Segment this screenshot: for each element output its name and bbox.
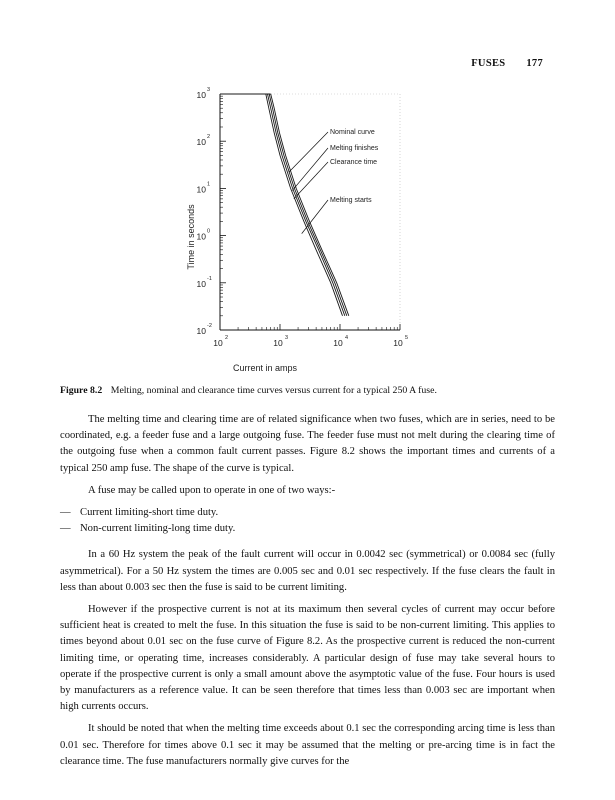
fuse-time-current-chart <box>150 82 420 377</box>
paragraph: It should be noted that when the melting time exceeds about 0.1 sec the corresponding arcing time is less than 0.01 sec. Therefore for times above 0.1 sec it may be assumed that the melting or pre-arcing time is in fact the clearance time. The fuse manufacturers normally give curves for the <box>60 723 555 767</box>
curve-melting-starts <box>266 94 343 316</box>
figure-caption <box>60 385 560 396</box>
y-tick-label: 10 <box>196 231 206 242</box>
annotation-leader <box>294 162 328 199</box>
x-tick-exponent: 3 <box>285 335 289 341</box>
y-tick-exponent: -2 <box>207 323 212 329</box>
figure-caption-text: Melting, nominal and clearance time curves versus current for a typical 250 A fuse. <box>110 385 437 396</box>
chart-curves <box>220 94 349 316</box>
x-tick-exponent: 4 <box>345 335 349 341</box>
paragraph: The melting time and clearing time are of related significance when two fuses, which are in series, need to be coordinated, e.g. a feeder fuse and a large outgoing fuse. The feeder fuse must not melt during the clearing time of the outgoing fuse when a common fault current passes. Figure 8.2 shows the important times and currents of a typical 250 amp fuse. The shape of the curve is typical. <box>60 414 555 474</box>
x-tick-label: 10 <box>273 338 283 348</box>
paragraph: In a 60 Hz system the peak of the fault current will occur in 0.0042 sec (symmetrical) or 0.0084 sec (fully asymmetrical). For a 50 Hz system the times are 0.005 sec and 0.01 sec respectively. If the fuse clears the fault in less than about 0.003 sec then the fuse is said to be current limiting. <box>60 549 555 593</box>
annotation-label: Melting finishes <box>330 145 379 152</box>
x-tick-label: 10 <box>213 338 223 348</box>
running-title: FUSES <box>471 58 506 69</box>
figure-label: Figure 8.2 <box>60 385 103 396</box>
page-number: 177 <box>526 58 543 69</box>
x-tick-exponent: 2 <box>225 335 229 341</box>
annotation-label: Clearance time <box>330 159 378 166</box>
paragraph: A fuse may be called upon to operate in one of two ways:- <box>88 484 336 496</box>
y-tick-exponent: 0 <box>207 228 211 235</box>
list-item: — Current limiting-short time duty. <box>60 507 219 519</box>
x-tick-label: 10 <box>393 338 403 348</box>
y-tick-label: 10 <box>196 137 206 148</box>
y-tick-label: 10 <box>196 184 206 195</box>
curve-nominal-curve <box>268 94 345 316</box>
x-tick-label: 10 <box>333 338 343 348</box>
y-axis-label: Time in seconds <box>186 204 196 270</box>
body-text <box>60 412 555 776</box>
paragraph: However if the prospective current is not at its maximum then several cycles of current may occur before sufficient heat is created to melt the fuse. In this situation the fuse is said to be non-current limiting. This applies to times beyond about 0.01 sec on the fuse curve of Figure 8.2. As the prospective current is reduced the non-current limiting time, or operating time, increases considerably. A particular design of fuse may take several hours to operate if the prospective current is only a small amount above the asymptotic value of the fuse. Four hours is used by manufacturers as a reference value. It can be seen therefore that times less than 0.003 sec are important when high currents occurs. <box>60 604 555 713</box>
curve-melting-finishes <box>269 94 347 316</box>
y-tick-label: 10 <box>196 326 206 336</box>
annotation-label: Nominal curve <box>330 129 375 136</box>
y-tick-label: 10 <box>196 278 206 289</box>
list-item: — Non-current limiting-long time duty. <box>60 523 236 535</box>
operation-modes-list <box>60 505 555 537</box>
annotation-leader <box>292 148 328 191</box>
y-tick-exponent: 1 <box>207 181 211 188</box>
y-tick-label: 10 <box>196 90 206 100</box>
x-tick-exponent: 5 <box>405 335 409 341</box>
y-tick-exponent: 3 <box>207 87 211 93</box>
y-tick-exponent: -1 <box>207 275 212 282</box>
y-tick-exponent: 2 <box>207 134 211 141</box>
x-axis-label: Current in amps <box>232 363 298 373</box>
running-header <box>471 58 543 69</box>
annotation-leader <box>289 132 328 172</box>
annotation-label: Melting starts <box>330 197 372 204</box>
curve-clearance-time <box>271 94 349 316</box>
